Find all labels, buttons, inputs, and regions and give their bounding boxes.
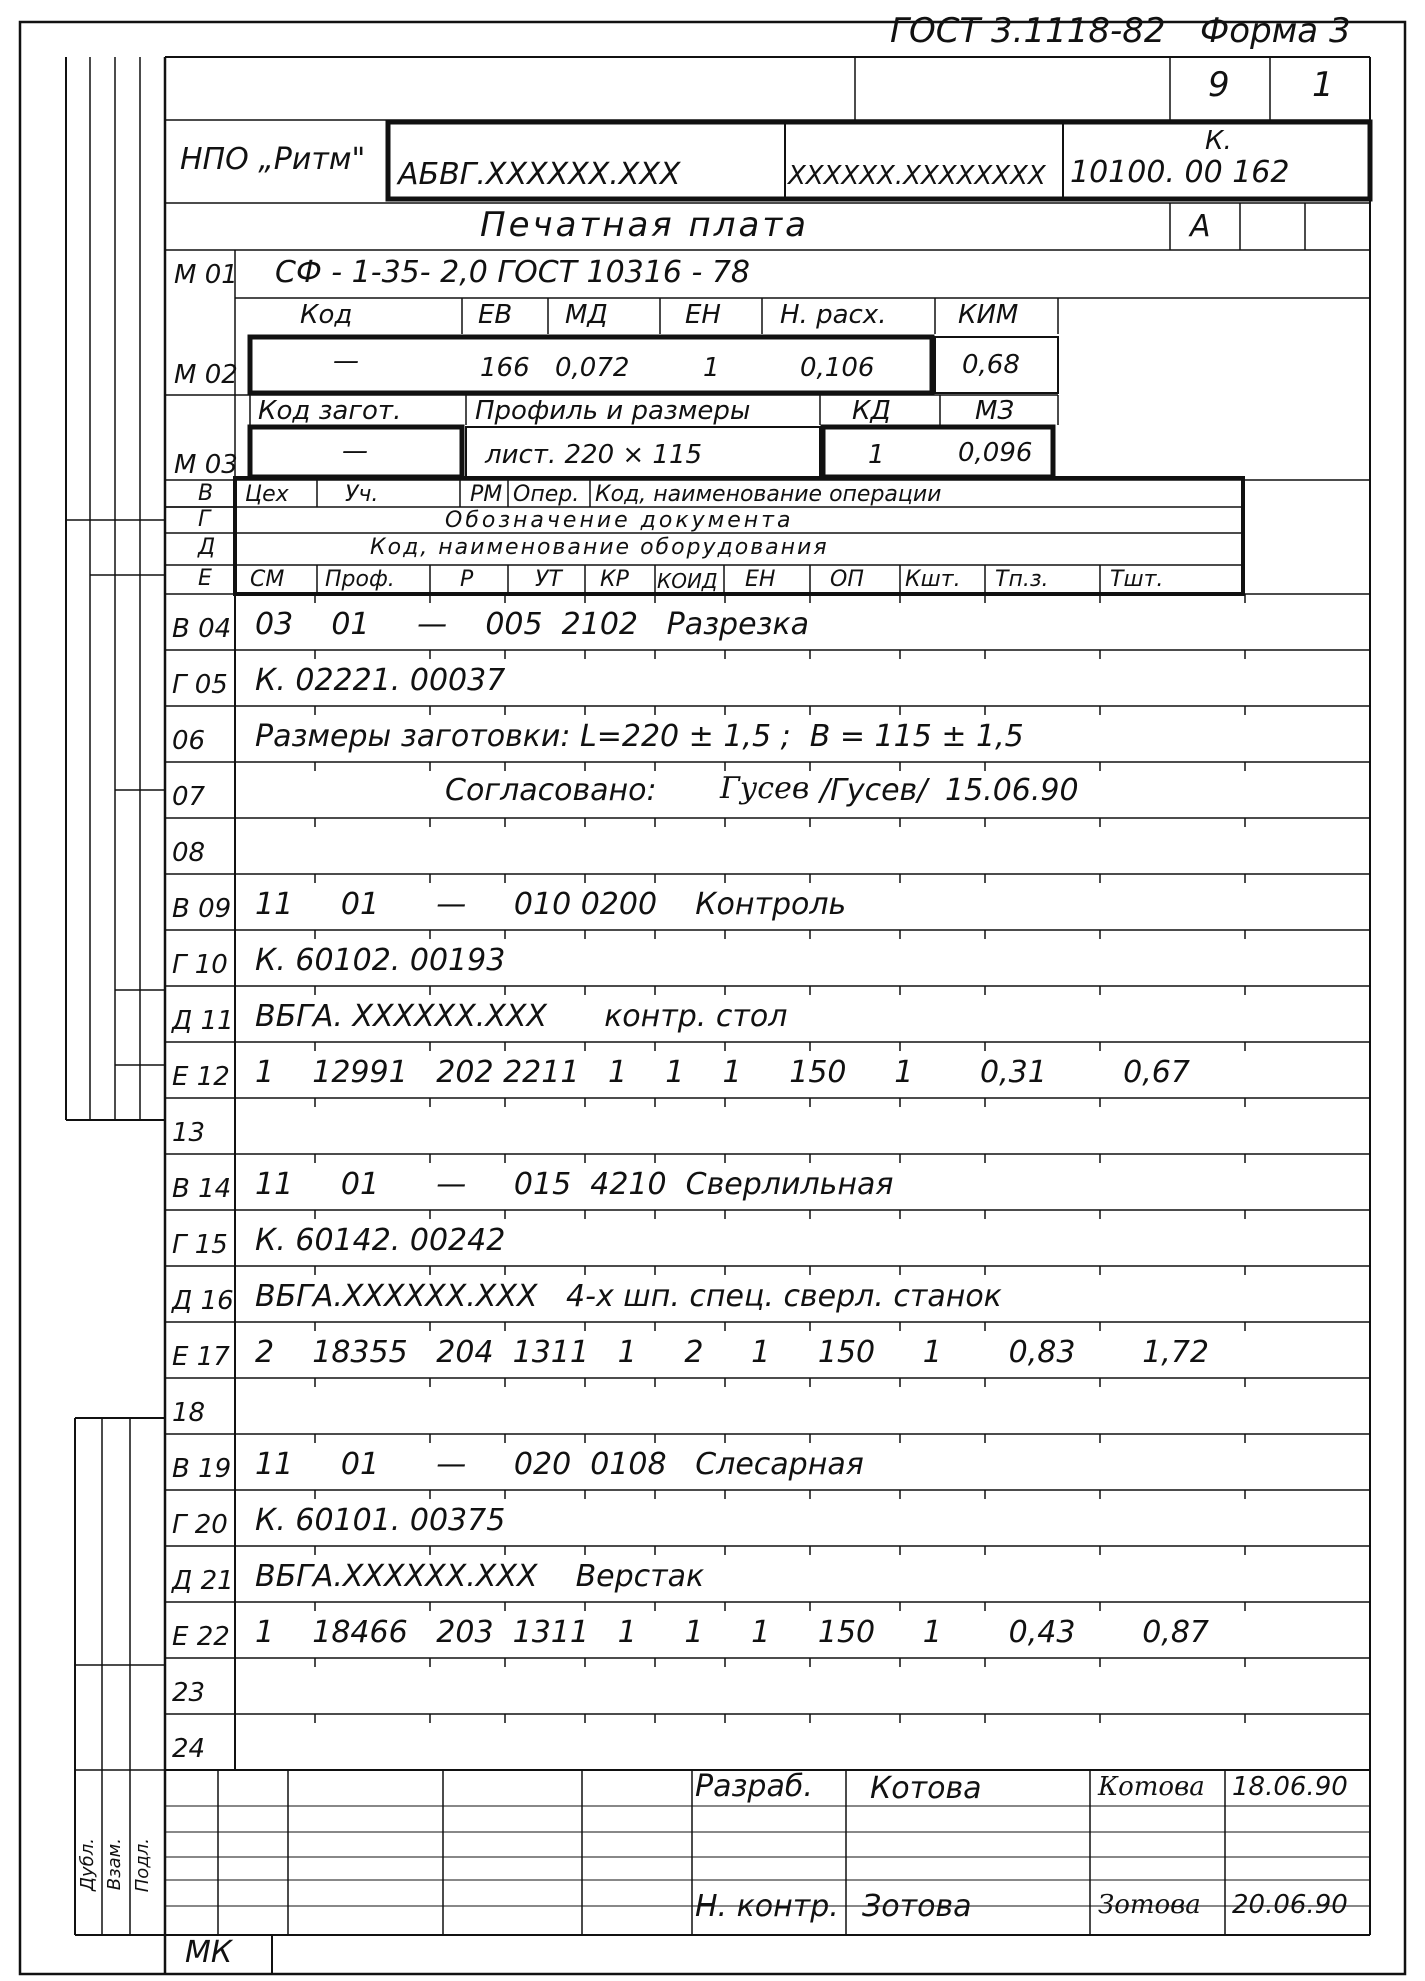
header-blank-code: Код загот.	[258, 396, 402, 426]
row-text: К. 60102. 00193	[255, 943, 506, 978]
norm-control-date: 20.06.90	[1232, 1890, 1348, 1920]
m03-code: —	[342, 436, 368, 466]
header-md: МД	[565, 300, 608, 330]
m02-ev: 166	[480, 353, 530, 383]
m02-en: 1	[703, 353, 720, 383]
m03-label: М 03	[174, 450, 238, 480]
row-text: К. 02221. 00037	[255, 663, 506, 698]
row-text: К. 60142. 00242	[255, 1223, 506, 1258]
legend-section: Уч.	[345, 482, 379, 507]
row-label: Д 11	[172, 1006, 234, 1036]
row-text: К. 60101. 00375	[255, 1503, 506, 1538]
norm-control-name: Зотова	[862, 1889, 972, 1924]
norm-control-label: Н. контр.	[695, 1889, 839, 1924]
row-label: 18	[172, 1398, 206, 1428]
developer-signature: Котова	[1098, 1772, 1205, 1802]
legend-letter-g: Г	[198, 507, 211, 532]
legend-e-tsht: Тшт.	[1110, 567, 1164, 592]
legend-e-ksht: Кшт.	[905, 567, 961, 592]
row-label: Г 10	[172, 950, 228, 980]
norm-control-signature: Зотова	[1098, 1890, 1201, 1920]
legend-e-koid: КОИД	[657, 569, 718, 593]
row-label: 24	[172, 1734, 206, 1764]
developer-name: Котова	[870, 1771, 982, 1806]
legend-e-tpz: Тп.з.	[995, 567, 1049, 592]
approval-date: 15.06.90	[945, 773, 1079, 808]
header-kim: КИМ	[958, 300, 1019, 330]
row-label: Е 22	[172, 1622, 230, 1652]
m02-kim: 0,68	[962, 350, 1020, 380]
legend-e-prof: Проф.	[325, 567, 395, 592]
legend-e-ut: УТ	[535, 567, 562, 592]
approval-signature: Гусев	[720, 771, 810, 806]
header-code: Код	[300, 300, 353, 330]
developer-date: 18.06.90	[1232, 1772, 1348, 1802]
row-label: Д 21	[172, 1566, 234, 1596]
legend-e-kr: КР	[600, 567, 629, 592]
row-label: 08	[172, 838, 206, 868]
header-kd: КД	[852, 396, 891, 426]
row-label: В 14	[172, 1174, 232, 1204]
row-label: 13	[172, 1118, 206, 1148]
header-profile: Профиль и размеры	[475, 396, 751, 426]
legend-e-r: Р	[460, 567, 474, 592]
side-label-vzam: Взам.	[104, 1838, 125, 1891]
m02-md: 0,072	[555, 353, 630, 383]
row-label: Г 05	[172, 670, 228, 700]
row-label: В 09	[172, 894, 232, 924]
m02-code: —	[333, 346, 359, 376]
m03-kd: 1	[868, 440, 885, 470]
legend-e-op: ОП	[830, 567, 864, 592]
row-text: ВБГА.XXXXXX.XXX 4-х шп. спец. сверл. станок	[255, 1279, 1002, 1314]
row-label: Е 12	[172, 1062, 230, 1092]
row-text: 1 18466 203 1311 1 1 1 150 1 0,43 0,87	[255, 1615, 1209, 1650]
row-text: 1 12991 202 2211 1 1 1 150 1 0,31 0,67	[255, 1055, 1190, 1090]
legend-workshop: Цех	[245, 482, 289, 507]
row-text: ВБГА.XXXXXX.XXX Верстак	[255, 1559, 705, 1594]
legend-e-en: ЕН	[745, 567, 776, 592]
m01-label: М 01	[174, 260, 238, 290]
product-code: XXXXXX.XXXXXXXX	[788, 161, 1046, 191]
legend-letter-d: Д	[198, 535, 216, 560]
row-label: Д 16	[172, 1286, 234, 1316]
row-text: 11 01 — 020 0108 Слесарная	[255, 1447, 864, 1482]
row-label: Г 15	[172, 1230, 228, 1260]
legend-letter-e: Е	[198, 566, 212, 591]
sheets-count: 1	[1312, 65, 1334, 105]
document-type: МК	[185, 1935, 233, 1970]
side-label-dubl: Дубл.	[77, 1838, 98, 1892]
legend-operation-name: Код, наименование операции	[595, 482, 942, 507]
card-code: 10100. 00 162	[1070, 155, 1290, 190]
legend-letter-v: В	[198, 481, 214, 506]
m02-norm: 0,106	[800, 353, 875, 383]
row-text: 2 18355 204 1311 1 2 1 150 1 0,83 1,72	[255, 1335, 1209, 1370]
code-prefix: К.	[1205, 126, 1232, 156]
legend-document: Обозначение документа	[445, 508, 794, 533]
sheet-number: 9	[1208, 65, 1230, 105]
row-text: 11 01 — 010 0200 Контроль	[255, 887, 847, 922]
side-label-podl: Подл.	[132, 1838, 153, 1893]
approval-label: Согласовано:	[445, 773, 657, 808]
m02-label: М 02	[174, 360, 238, 390]
legend-e-sm: СМ	[250, 567, 285, 592]
legend-equipment: Код, наименование оборудования	[370, 535, 829, 560]
form-number: Форма 3	[1200, 11, 1351, 51]
row-label: Г 20	[172, 1510, 228, 1540]
row-text: ВБГА. XXXXXX.XXX контр. стол	[255, 999, 788, 1034]
legend-workplace: РМ	[470, 482, 503, 507]
letter-code: А	[1190, 209, 1211, 244]
row-label: В 04	[172, 614, 232, 644]
header-mz: МЗ	[975, 396, 1015, 426]
header-norm: Н. расх.	[780, 300, 887, 330]
developer-label: Разраб.	[695, 1769, 813, 1804]
row-label: Е 17	[172, 1342, 230, 1372]
row-label: 23	[172, 1678, 206, 1708]
row-text: 03 01 — 005 2102 Разрезка	[255, 607, 809, 642]
approval-name: /Гусев/	[820, 773, 928, 808]
m03-profile: лист. 220 × 115	[485, 440, 703, 470]
header-en: ЕН	[685, 300, 721, 330]
material-designation: СФ - 1-35- 2,0 ГОСТ 10316 - 78	[275, 255, 751, 290]
m03-mz: 0,096	[958, 438, 1033, 468]
item-name: Печатная плата	[480, 205, 809, 245]
header-ev: ЕВ	[478, 300, 513, 330]
legend-operation: Опер.	[513, 482, 580, 507]
row-text: 11 01 — 015 4210 Сверлильная	[255, 1167, 894, 1202]
document-designation: АБВГ.XXXXXX.XXX	[398, 157, 681, 192]
standard-reference: ГОСТ 3.1118-82	[890, 11, 1166, 51]
row-label: В 19	[172, 1454, 232, 1484]
row-label: 06	[172, 726, 206, 756]
row-text: Размеры заготовки: L=220 ± 1,5 ; B = 115 ± 1,5	[255, 719, 1024, 754]
row-label: 07	[172, 782, 206, 812]
organization-name: НПО „Ритм"	[180, 142, 366, 177]
